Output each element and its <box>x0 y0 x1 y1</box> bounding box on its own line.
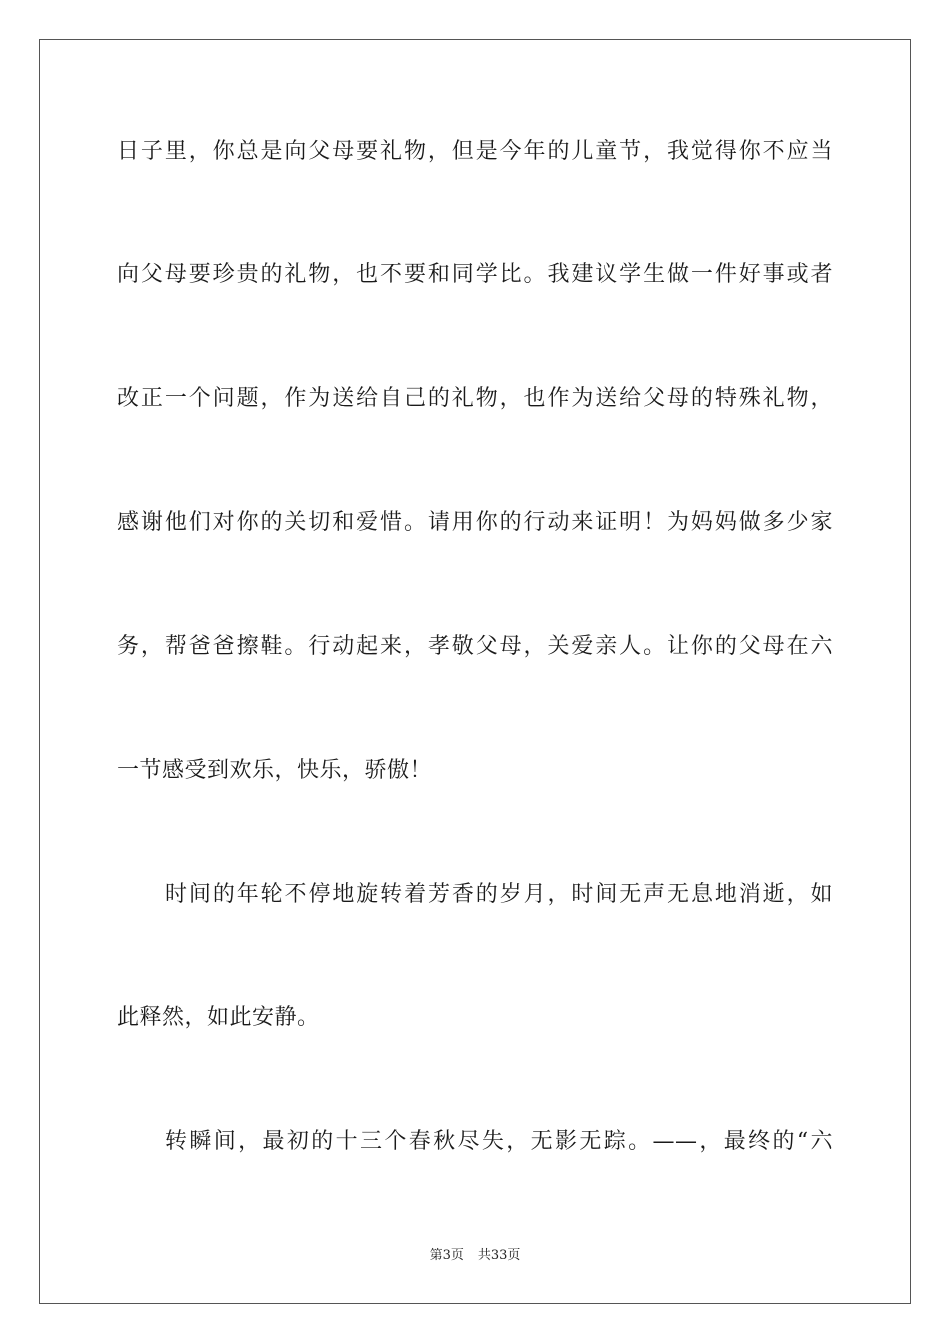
text-line-6: 一节感受到欢乐，快乐，骄傲！ <box>117 758 433 783</box>
text-line-2: 向父母要珍贵的礼物，也不要和同学比。我建议学生做一件好事或者 <box>117 262 833 287</box>
text-line-3: 改正一个问题，作为送给自己的礼物，也作为送给父母的特殊礼物， <box>117 386 833 411</box>
total-pages: 共33页 <box>477 1248 521 1263</box>
text-line-5: 务，帮爸爸擦鞋。行动起来，孝敬父母，关爱亲人。让你的父母在六 <box>117 634 833 659</box>
text-line-9: 转瞬间，最初的十三个春秋尽失，无影无踪。——，最终的“六 <box>165 1129 833 1154</box>
text-line-8: 此释然，如此安静。 <box>117 1005 320 1030</box>
text-line-7: 时间的年轮不停地旋转着芳香的岁月，时间无声无息地消逝，如 <box>165 882 833 907</box>
text-line-4: 感谢他们对你的关切和爱惜。请用你的行动来证明！为妈妈做多少家 <box>117 510 833 535</box>
page-number: 第3页 <box>429 1248 464 1263</box>
page-footer <box>0 1247 950 1265</box>
text-line-1: 日子里，你总是向父母要礼物，但是今年的儿童节，我觉得你不应当 <box>117 139 833 164</box>
page-border <box>39 39 911 1304</box>
